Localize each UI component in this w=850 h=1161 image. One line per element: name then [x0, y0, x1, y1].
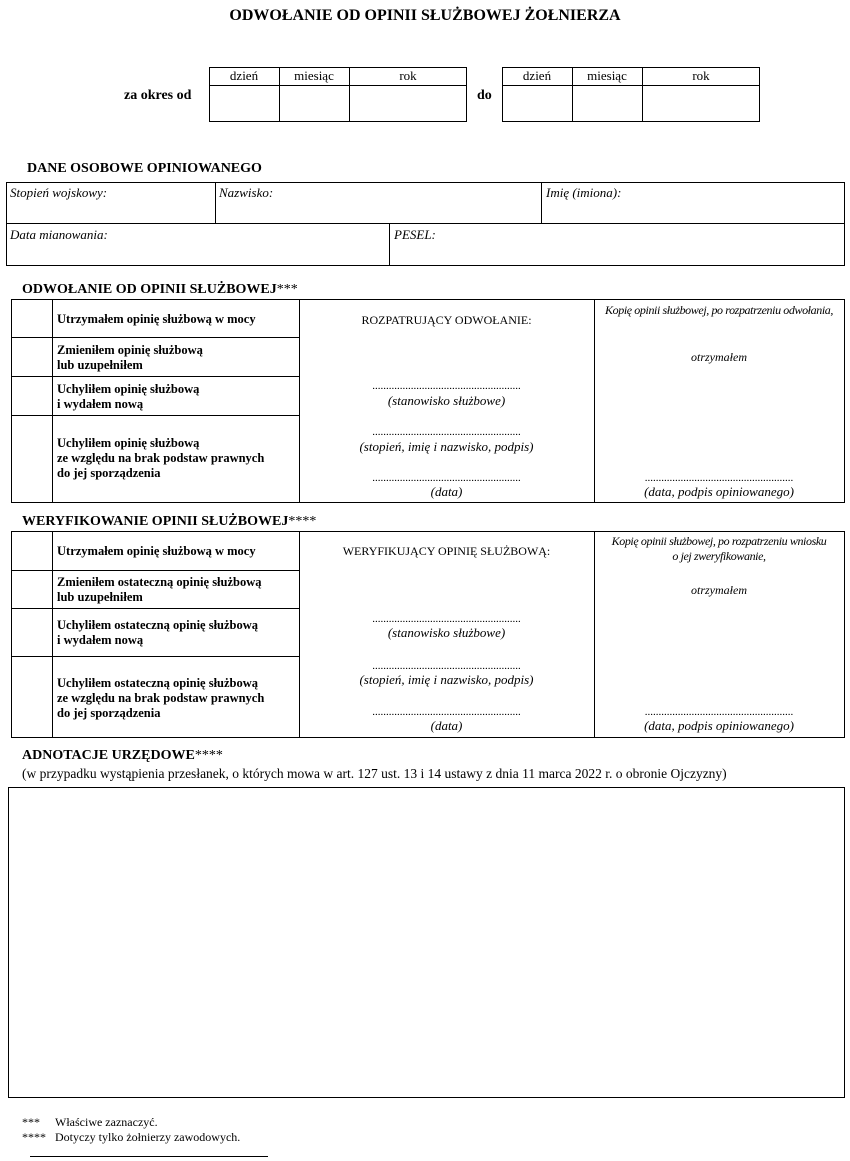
from-month-field[interactable] [281, 87, 347, 120]
verify-copy-text: Kopię opinii służbowej, po rozpatrzeniu wniosku o jej zweryfikowanie, [611, 534, 827, 563]
appeal-heading: ODWOŁANIE OD OPINII SŁUŻBOWEJ*** [22, 282, 298, 297]
to-day-label: dzień [522, 68, 552, 83]
verify-recipient-caption: (data, podpis opiniowanego) [644, 718, 794, 733]
to-month-label: miesiąc [587, 68, 627, 83]
appeal-option-4: Uchyliłem opinię służbową ze względu na brak podstaw prawnych do jej sporządzenia [57, 436, 265, 480]
verify-position-caption: (stanowisko służbowe) [387, 625, 506, 640]
to-year-field[interactable] [644, 87, 758, 120]
verify-position-line[interactable]: ...................................................... [372, 613, 521, 625]
from-day-field[interactable] [211, 87, 277, 120]
from-year-field[interactable] [351, 87, 465, 120]
appeal-option-1: Utrzymałem opinię służbową w mocy [57, 312, 256, 326]
from-month-label: miesiąc [294, 68, 334, 83]
from-day-label: dzień [229, 68, 259, 83]
annotations-heading: ADNOTACJE URZĘDOWE**** [22, 748, 223, 763]
appointment-date-field[interactable]: Data mianowania: [10, 227, 108, 242]
appeal-date-caption: (data) [430, 484, 463, 499]
appeal-check-3[interactable] [13, 378, 51, 414]
footnote-1: *** Właściwe zaznaczyć. [22, 1115, 158, 1129]
verify-option-2: Zmieniłem ostateczną opinię służbową lub uzupełniłem [57, 575, 262, 604]
surname-field[interactable]: Nazwisko: [219, 185, 274, 200]
appeal-recipient-line[interactable]: ...................................................... [644, 472, 794, 484]
personal-heading: DANE OSOBOWE OPINIOWANEGO [27, 161, 262, 176]
verify-recipient-line[interactable]: ...................................................... [644, 706, 794, 718]
appeal-date-line[interactable]: ...................................................... [372, 472, 521, 484]
appeal-reviewer-label: ROZPATRUJĄCY ODWOŁANIE: [361, 313, 532, 327]
appeal-copy-text: Kopię opinii służbowej, po rozpatrzeniu odwołania, [605, 303, 833, 317]
form-title: ODWOŁANIE OD OPINII SŁUŻBOWEJ ŻOŁNIERZA [229, 7, 621, 24]
appeal-recipient-caption: (data, podpis opiniowanego) [644, 484, 794, 499]
appeal-check-2[interactable] [13, 339, 51, 375]
footer-rule [30, 1156, 268, 1157]
first-name-field[interactable]: Imię (imiona): [546, 185, 622, 200]
verify-sign-line[interactable]: ...................................................... [372, 660, 521, 672]
appeal-sign-caption: (stopień, imię i nazwisko, podpis) [359, 439, 534, 454]
footnote-2: **** Dotyczy tylko żołnierzy zawodowych. [22, 1130, 241, 1144]
to-day-field[interactable] [504, 87, 570, 120]
from-year-label: rok [399, 68, 417, 83]
verify-option-1: Utrzymałem opinię służbową w mocy [57, 544, 256, 558]
period-from-label: za okres od [124, 88, 192, 103]
verify-check-2[interactable] [13, 572, 51, 607]
personal-table [6, 182, 845, 266]
verify-check-1[interactable] [13, 533, 51, 569]
verify-received: otrzymałem [691, 583, 747, 597]
annotations-note: (w przypadku wystąpienia przesłanek, o których mowa w art. 127 ust. 13 i 14 ustawy z dnia 11 marca 2022 r. o obronie Ojczyzny) [22, 766, 727, 781]
verify-option-4: Uchyliłem ostateczną opinię służbową ze względu na brak podstaw prawnych do jej sporządzenia [57, 676, 265, 720]
verify-check-3[interactable] [13, 610, 51, 655]
pesel-field[interactable]: PESEL: [394, 227, 436, 242]
appeal-option-2: Zmieniłem opinię służbową lub uzupełniłem [57, 343, 203, 372]
rank-field[interactable]: Stopień wojskowy: [10, 185, 108, 200]
annotations-area[interactable] [8, 787, 845, 1098]
appeal-option-3: Uchyliłem opinię służbową i wydałem nową [57, 382, 200, 411]
verifier-label: WERYFIKUJĄCY OPINIĘ SŁUŻBOWĄ: [342, 544, 551, 558]
verify-sign-caption: (stopień, imię i nazwisko, podpis) [359, 672, 534, 687]
appeal-check-1[interactable] [13, 301, 51, 336]
verify-heading: WERYFIKOWANIE OPINII SŁUŻBOWEJ**** [22, 514, 317, 529]
appeal-position-caption: (stanowisko służbowe) [387, 393, 506, 408]
appeal-position-line[interactable]: ...................................................... [372, 380, 521, 392]
verify-date-line[interactable]: ...................................................... [372, 706, 521, 718]
to-year-label: rok [692, 68, 710, 83]
appeal-sign-line[interactable]: ...................................................... [372, 426, 521, 438]
appeal-received: otrzymałem [691, 350, 747, 364]
verify-check-4[interactable] [13, 658, 51, 736]
to-month-field[interactable] [574, 87, 640, 120]
verify-date-caption: (data) [430, 718, 463, 733]
verify-option-3: Uchyliłem ostateczną opinię służbową i wydałem nową [57, 618, 259, 647]
appeal-check-4[interactable] [13, 417, 51, 501]
period-to-label: do [477, 88, 492, 103]
